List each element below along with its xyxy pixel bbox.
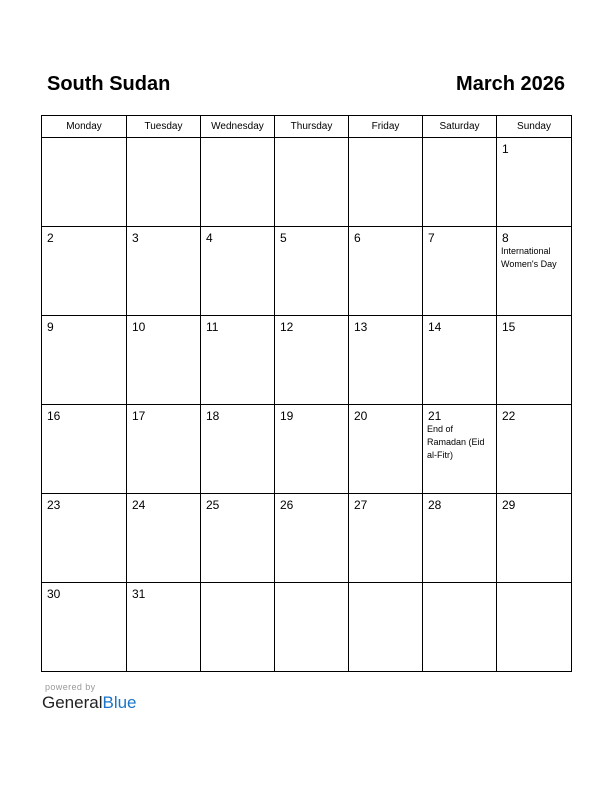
day-cell (127, 227, 201, 316)
day-cell (201, 316, 275, 405)
generalblue-logo[interactable] (42, 693, 137, 713)
week-row-1 (42, 138, 572, 227)
day-number: 15 (502, 320, 516, 334)
day-cell (275, 138, 349, 227)
weekday-header-row (42, 116, 572, 138)
day-number (275, 583, 348, 587)
day-number (423, 583, 496, 587)
day-cell (201, 138, 275, 227)
day-number: 20 (354, 409, 368, 423)
day-number: 17 (132, 409, 146, 423)
day-number: 31 (132, 587, 146, 601)
day-cell (201, 405, 275, 494)
day-number: 6 (354, 231, 361, 245)
weekday-friday: Friday (349, 116, 423, 138)
day-number: 24 (132, 498, 146, 512)
day-number: 10 (132, 320, 146, 334)
day-number: 11 (206, 320, 219, 334)
day-number: 13 (354, 320, 368, 334)
day-number (42, 138, 126, 142)
day-cell (349, 583, 423, 672)
day-cell (497, 405, 572, 494)
day-cell (201, 494, 275, 583)
day-number: 21 (428, 409, 442, 423)
day-number (201, 583, 274, 587)
day-cell (42, 227, 127, 316)
day-cell (127, 583, 201, 672)
day-cell (423, 405, 497, 494)
day-cell (349, 405, 423, 494)
day-number: 26 (280, 498, 294, 512)
day-cell (127, 494, 201, 583)
day-number (201, 138, 274, 142)
day-number (127, 138, 200, 142)
day-number: 9 (47, 320, 54, 334)
day-cell (201, 583, 275, 672)
day-cell (497, 227, 572, 316)
day-number: 22 (502, 409, 516, 423)
day-number: 25 (206, 498, 220, 512)
weekday-saturday: Saturday (423, 116, 497, 138)
day-cell (42, 494, 127, 583)
day-cell (275, 583, 349, 672)
day-cell (423, 227, 497, 316)
weekday-thursday: Thursday (275, 116, 349, 138)
day-cell (42, 405, 127, 494)
week-row-6 (42, 583, 572, 672)
day-number (275, 138, 348, 142)
day-cell (275, 494, 349, 583)
day-cell (497, 316, 572, 405)
day-cell (497, 494, 572, 583)
day-number: 19 (280, 409, 294, 423)
day-cell (423, 316, 497, 405)
day-number: 27 (354, 498, 368, 512)
day-number: 8 (502, 231, 509, 245)
day-cell (42, 138, 127, 227)
day-cell (275, 316, 349, 405)
week-row-3 (42, 316, 572, 405)
day-number: 3 (132, 231, 139, 245)
weekday-wednesday: Wednesday (201, 116, 275, 138)
day-number: 18 (206, 409, 220, 423)
day-cell (349, 316, 423, 405)
country-title: South Sudan (47, 73, 171, 95)
day-cell (275, 405, 349, 494)
day-number: 23 (47, 498, 61, 512)
logo-general-text: General (42, 693, 103, 712)
powered-by-text: powered by (45, 682, 96, 692)
day-number (349, 138, 422, 142)
holiday-label: End of Ramadan (Eid al-Fitr) (427, 424, 485, 460)
month-year-title: March 2026 (456, 73, 565, 95)
week-row-5 (42, 494, 572, 583)
day-cell (127, 138, 201, 227)
day-number: 2 (47, 231, 54, 245)
day-number: 29 (502, 498, 516, 512)
day-cell (201, 227, 275, 316)
day-number: 16 (47, 409, 61, 423)
day-number (497, 583, 571, 587)
day-cell (275, 227, 349, 316)
day-number: 14 (428, 320, 442, 334)
day-cell (127, 405, 201, 494)
day-cell (423, 583, 497, 672)
day-cell (423, 138, 497, 227)
day-cell (423, 494, 497, 583)
day-number: 28 (428, 498, 442, 512)
day-number: 5 (280, 231, 287, 245)
weekday-monday: Monday (42, 116, 127, 138)
week-row-4 (42, 405, 572, 494)
day-number: 30 (47, 587, 61, 601)
day-number (423, 138, 496, 142)
day-cell (42, 316, 127, 405)
day-cell (497, 138, 572, 227)
day-cell (349, 494, 423, 583)
day-cell (42, 583, 127, 672)
day-number: 1 (502, 142, 509, 156)
day-number: 12 (280, 320, 294, 334)
weekday-tuesday: Tuesday (127, 116, 201, 138)
day-cell (497, 583, 572, 672)
day-number (349, 583, 422, 587)
logo-blue-text: Blue (102, 693, 137, 712)
day-cell (349, 227, 423, 316)
week-row-2 (42, 227, 572, 316)
day-cell (127, 316, 201, 405)
day-cell (349, 138, 423, 227)
day-number: 7 (428, 231, 435, 245)
holiday-label: International Women's Day (501, 246, 557, 269)
weekday-sunday: Sunday (497, 116, 572, 138)
day-number: 4 (206, 231, 213, 245)
calendar-grid (41, 115, 572, 672)
